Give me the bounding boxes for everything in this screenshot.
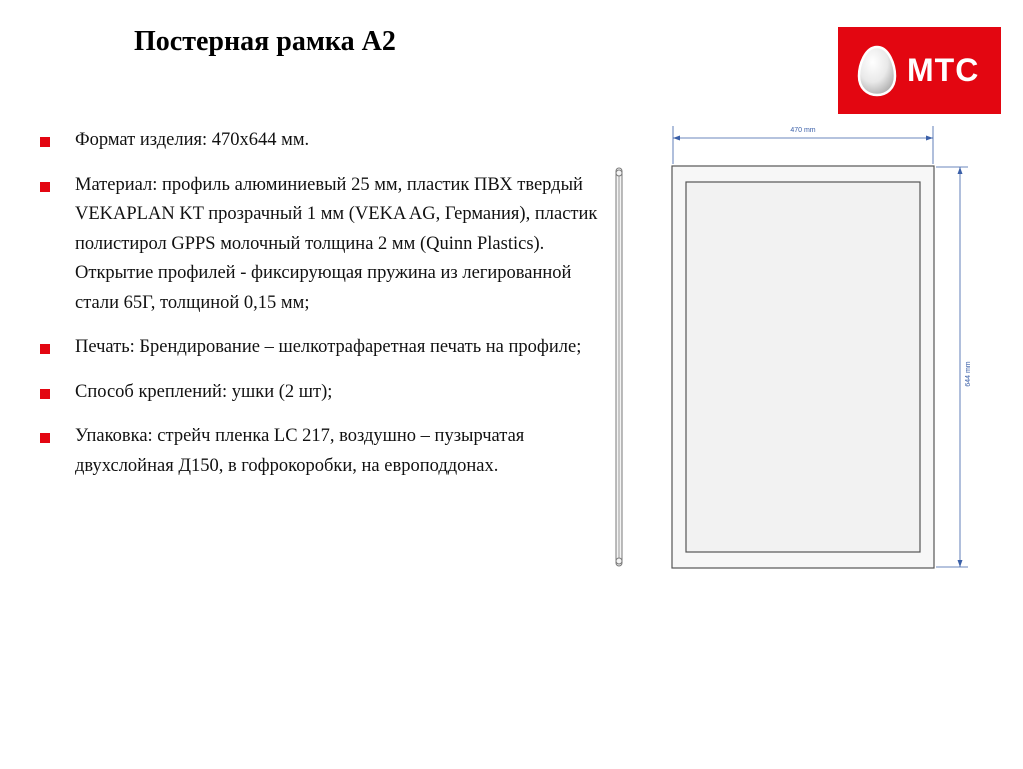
page-title: Постерная рамка А2: [134, 26, 396, 57]
width-label: 470 mm: [790, 127, 816, 134]
list-item: [40, 378, 600, 408]
bullet-square-icon: [40, 433, 50, 443]
logo-wordmark: МТС: [907, 52, 980, 88]
bullet-text: Формат изделия: 470х644 мм.: [75, 130, 310, 150]
list-item: [40, 126, 600, 156]
spec-list: [40, 126, 600, 496]
bullet-text: Способ креплений: ушки (2 шт);: [75, 381, 333, 402]
mts-logo: [838, 27, 1001, 114]
bullet-text: Упаковка: стрейч пленка LC 217, воздушно – пузырчатая двухслойная Д150, в гофрокоробки, на европоддонах.: [75, 426, 525, 476]
bullet-square-icon: [40, 344, 50, 354]
list-item: [40, 171, 600, 319]
egg-icon: [855, 45, 899, 97]
height-label: 644 mm: [965, 361, 972, 387]
bullet-text: Печать: Брендирование – шелкотрафаретная печать на профиле;: [75, 337, 582, 357]
frame-drawing: [600, 118, 980, 578]
frame-front-view: [672, 166, 934, 568]
bullet-square-icon: [40, 389, 50, 399]
profile-side-view: [616, 168, 622, 566]
bullet-text: Материал: профиль алюминиевый 25 мм, пластик ПВХ твердый VEKAPLAN KT прозрачный 1 мм (VEKA AG, Германия), пластик полистирол GPPS молочный толщина 2 мм (Quinn Plastics). Открытие профилей - фиксирующая пружина из легированной стали 65Г, толщиной 0,15 мм;: [75, 174, 598, 313]
width-dimension: [673, 126, 933, 164]
height-dimension: [936, 167, 972, 567]
list-item: [40, 333, 600, 363]
bullet-square-icon: [40, 182, 50, 192]
list-item: [40, 422, 600, 481]
bullet-square-icon: [40, 137, 50, 147]
